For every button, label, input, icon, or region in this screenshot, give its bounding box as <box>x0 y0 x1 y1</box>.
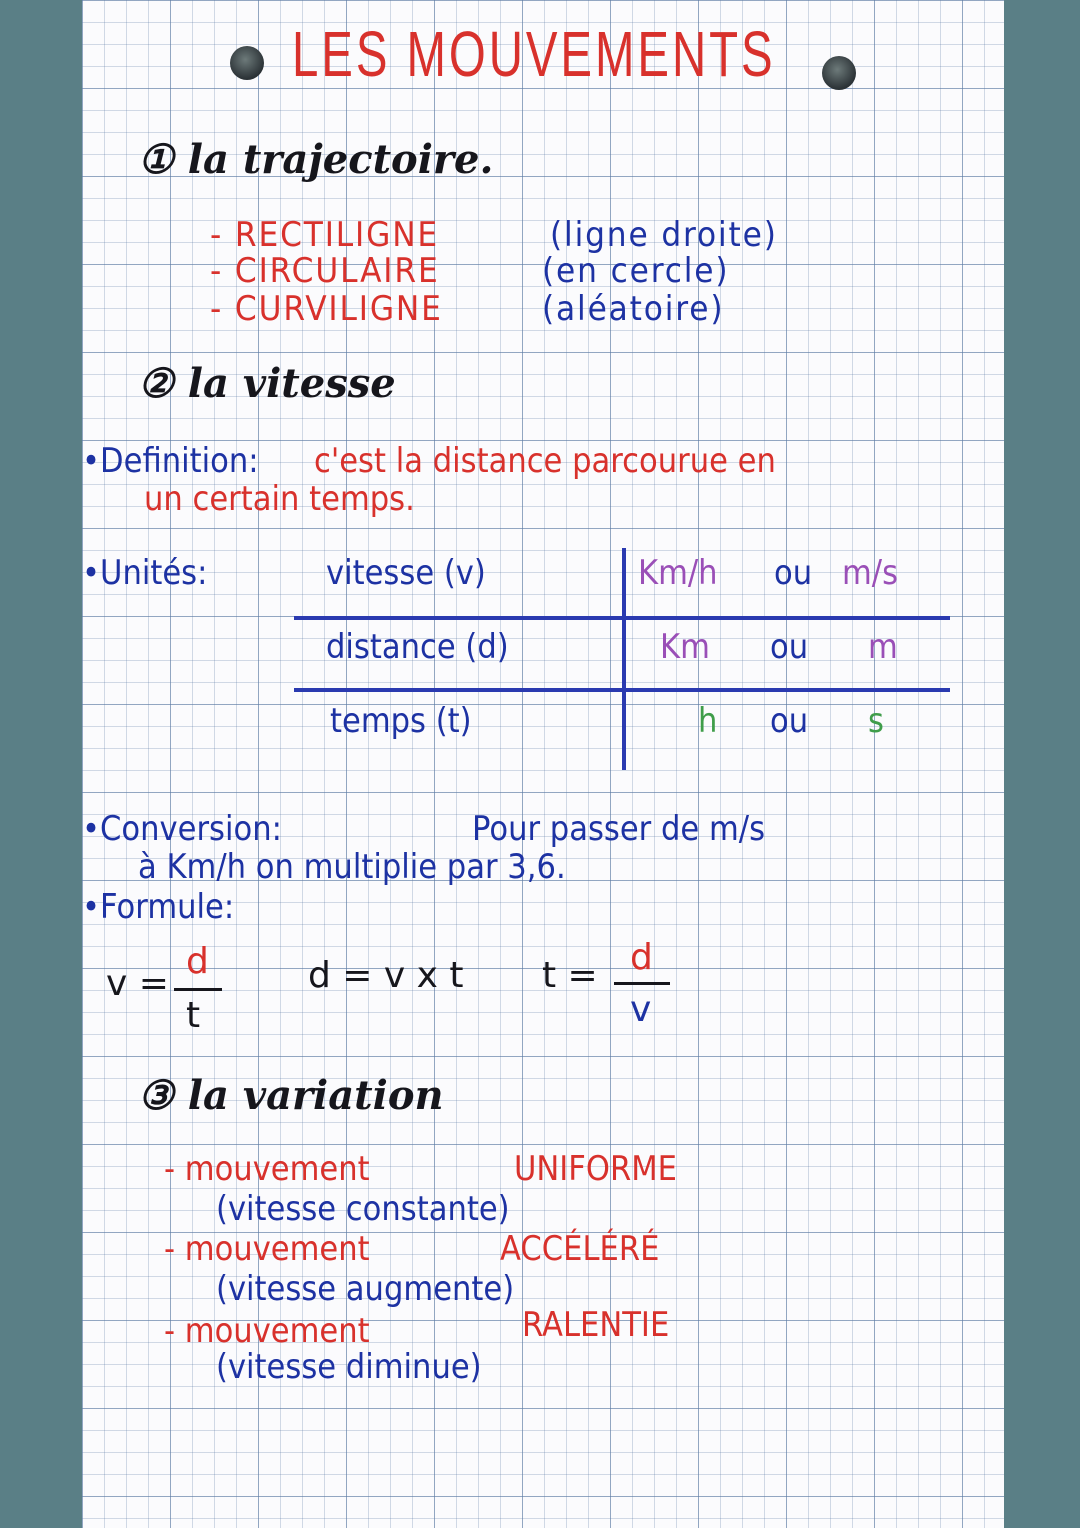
table-cell-unit-b: s <box>868 701 884 741</box>
formula-t-denominator: v <box>630 989 652 1030</box>
table-cell-sep: ou <box>774 553 813 593</box>
fraction-bar <box>174 988 222 991</box>
conversion-text-line2: à Km/h on multiplie par 3,6. <box>138 847 566 887</box>
list-item-type: - CIRCULAIRE <box>210 251 440 291</box>
formula-t-numerator: d <box>630 937 653 978</box>
list-item-note: (vitesse diminue) <box>216 1347 482 1387</box>
page-title: LES MOUVEMENTS <box>292 18 776 90</box>
list-item-note: (ligne droite) <box>550 215 778 255</box>
definition-text-line2: un certain temps. <box>144 479 415 519</box>
list-item-type: - RECTILIGNE <box>210 215 440 255</box>
table-cell-sep: ou <box>770 701 809 741</box>
formula-d: d = v x t <box>308 955 464 996</box>
notebook-page <box>82 0 1004 1528</box>
table-horizontal-rule <box>294 616 950 620</box>
formula-v-denominator: t <box>186 995 201 1036</box>
table-horizontal-rule <box>294 688 950 692</box>
table-cell-unit-a: h <box>698 701 718 741</box>
table-cell-unit-a: Km/h <box>638 553 718 593</box>
table-cell-unit-a: Km <box>660 627 710 667</box>
formula-label: •Formule: <box>82 887 235 927</box>
conversion-label: •Conversion: <box>82 809 282 849</box>
list-item-kind: - mouvement <box>164 1229 370 1269</box>
list-item-name: RALENTIE <box>522 1305 670 1345</box>
formula-v-lhs: v = <box>106 963 169 1004</box>
list-item-name: UNIFORME <box>514 1149 677 1189</box>
table-cell-quantity: temps (t) <box>330 701 472 741</box>
fraction-bar <box>614 982 670 985</box>
formula-t-lhs: t = <box>542 955 598 996</box>
list-item-note: (vitesse augmente) <box>216 1269 515 1309</box>
table-cell-quantity: vitesse (v) <box>326 553 486 593</box>
section-heading-vitesse: ② la vitesse <box>138 360 396 407</box>
table-cell-quantity: distance (d) <box>326 627 509 667</box>
definition-text-line1: c'est la distance parcourue en <box>314 441 776 481</box>
list-item-kind: - mouvement <box>164 1149 370 1189</box>
table-cell-unit-b: m/s <box>842 553 899 593</box>
units-label: •Unités: <box>82 553 208 593</box>
binder-hole <box>822 56 856 90</box>
list-item-name: ACCÉLÉRÉ <box>500 1229 660 1269</box>
list-item-type: - CURVILIGNE <box>210 289 443 329</box>
definition-label: •Definition: <box>82 441 259 481</box>
section-heading-trajectoire: ① la trajectoire. <box>138 136 494 183</box>
section-heading-variation: ③ la variation <box>138 1072 444 1119</box>
conversion-text-line1: Pour passer de m/s <box>472 809 766 849</box>
binder-hole <box>230 46 264 80</box>
table-cell-unit-b: m <box>868 627 898 667</box>
list-item-kind: - mouvement <box>164 1311 370 1351</box>
table-cell-sep: ou <box>770 627 809 667</box>
list-item-note: (aléatoire) <box>542 289 725 329</box>
formula-v-numerator: d <box>186 941 209 982</box>
list-item-note: (vitesse constante) <box>216 1189 510 1229</box>
table-vertical-rule <box>622 548 626 770</box>
list-item-note: (en cercle) <box>542 251 730 291</box>
